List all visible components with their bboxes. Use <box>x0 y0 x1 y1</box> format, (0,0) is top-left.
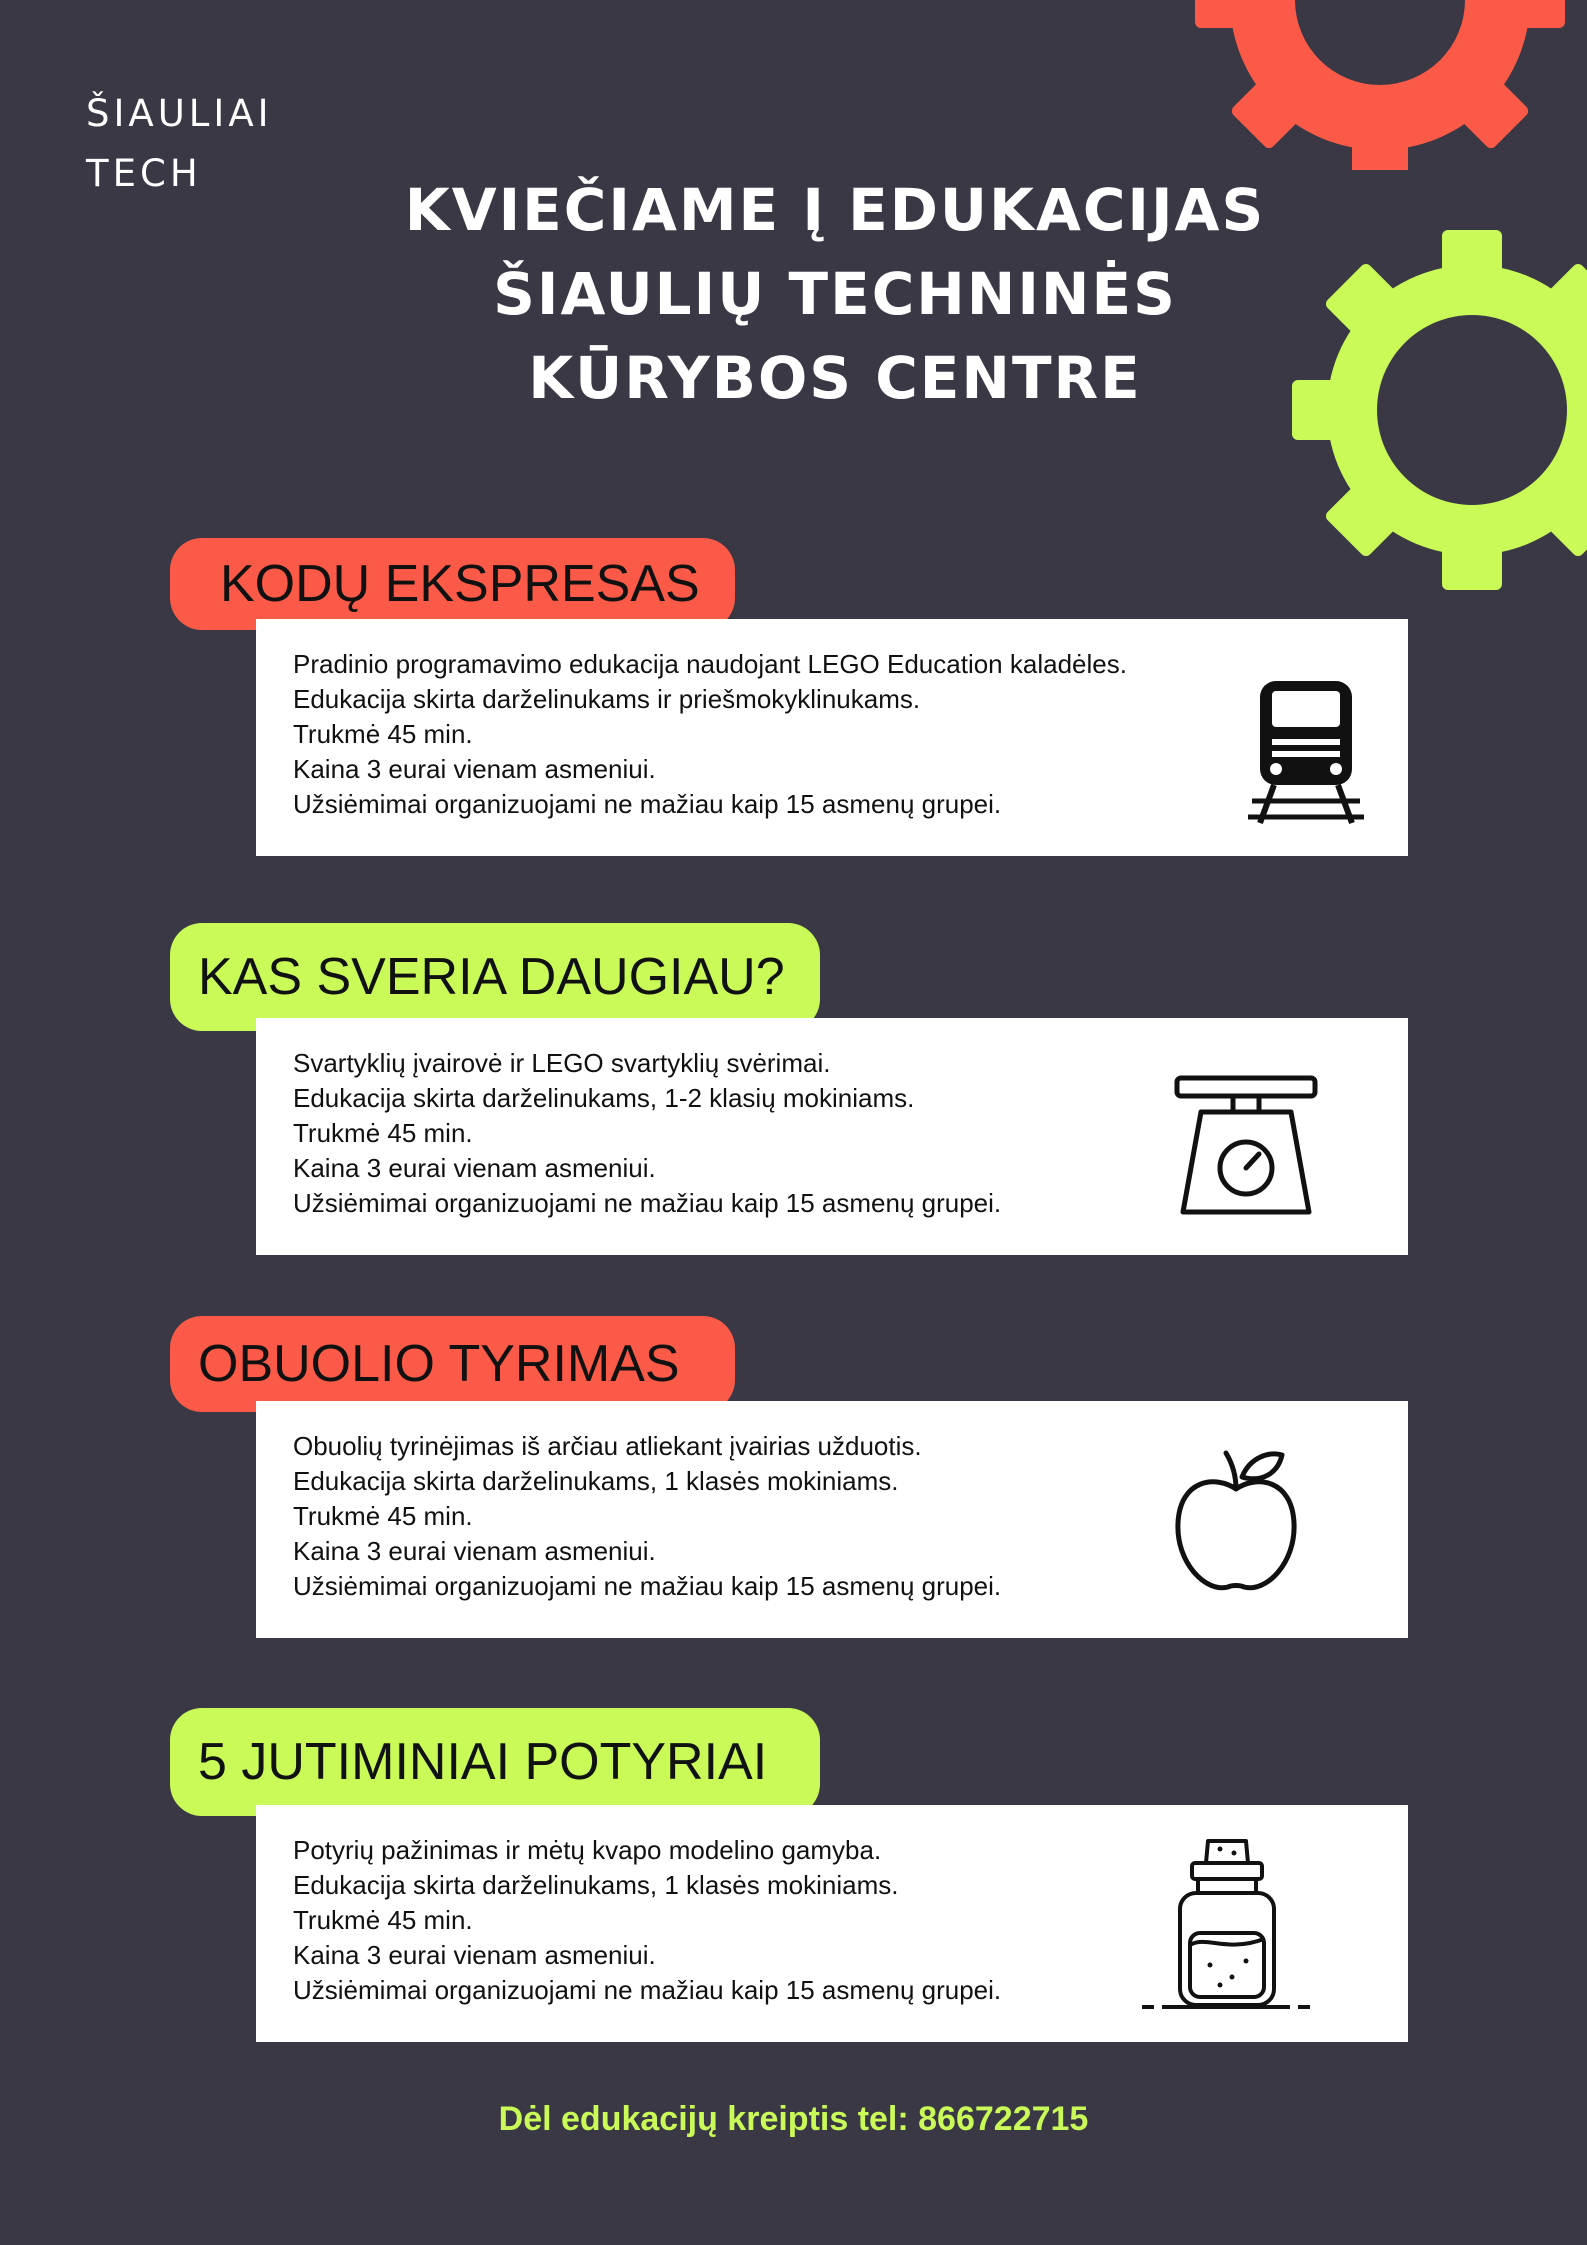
card-line: Potyrių pažinimas ir mėtų kvapo modelino gamyba. <box>293 1835 882 1865</box>
card-line: Edukacija skirta darželinukams, 1 klasės mokiniams. <box>293 1466 899 1496</box>
card-line: Edukacija skirta darželinukams, 1-2 klasių mokiniams. <box>293 1083 915 1113</box>
section-heading-label: KAS SVERIA DAUGIAU? <box>198 948 785 1006</box>
card-line: Užsiėmimai organizuojami ne mažiau kaip 15 asmenų grupei. <box>293 1188 1002 1218</box>
card-line: Kaina 3 eurai vienam asmeniui. <box>293 1536 656 1566</box>
card-line: Trukmė 45 min. <box>293 1905 473 1935</box>
card-text <box>293 1833 1001 2008</box>
section-heading-obuolio-tyrimas <box>170 1316 735 1412</box>
section-card <box>256 1018 1408 1255</box>
logo <box>86 84 273 204</box>
card-line: Trukmė 45 min. <box>293 719 473 749</box>
card-line: Kaina 3 eurai vienam asmeniui. <box>293 1940 656 1970</box>
card-line: Trukmė 45 min. <box>293 1118 473 1148</box>
section-heading-kodu-ekspresas <box>170 538 735 630</box>
apple-icon <box>1166 1445 1306 1595</box>
card-text <box>293 647 1127 822</box>
card-line: Pradinio programavimo edukacija naudojant LEGO Education kaladėles. <box>293 649 1127 679</box>
card-line: Edukacija skirta darželinukams, 1 klasės mokiniams. <box>293 1870 899 1900</box>
section-heading-label: KODŲ EKSPRESAS <box>220 555 700 613</box>
page-title <box>300 168 1370 420</box>
card-line: Užsiėmimai organizuojami ne mažiau kaip 15 asmenų grupei. <box>293 1571 1002 1601</box>
logo-line-2: TECH <box>86 152 202 195</box>
logo-line-1: ŠIAULIAI <box>86 92 273 135</box>
card-line: Svartyklių įvairovė ir LEGO svartyklių svėrimai. <box>293 1048 831 1078</box>
section-card <box>256 619 1408 856</box>
title-line-1: KVIEČIAME Į EDUKACIJAS <box>404 176 1266 244</box>
contact-footer: Dėl edukacijų kreiptis tel: 866722715 <box>498 2100 1089 2138</box>
jar-icon <box>1136 1835 1316 2025</box>
section-heading-kas-sveria-daugiau <box>170 923 820 1031</box>
section-heading-5-jutiminiai-potyriai <box>170 1708 820 1816</box>
card-line: Užsiėmimai organizuojami ne mažiau kaip 15 asmenų grupei. <box>293 1975 1002 2005</box>
card-text <box>293 1429 1001 1604</box>
section-heading-label: 5 JUTIMINIAI POTYRIAI <box>198 1733 768 1791</box>
section-card <box>256 1401 1408 1638</box>
train-icon <box>1246 677 1366 827</box>
card-line: Trukmė 45 min. <box>293 1501 473 1531</box>
section-heading-label: OBUOLIO TYRIMAS <box>198 1335 680 1393</box>
title-line-3: KŪRYBOS CENTRE <box>528 344 1142 412</box>
scale-icon <box>1171 1072 1321 1222</box>
card-line: Edukacija skirta darželinukams ir priešmokyklinukams. <box>293 684 921 714</box>
card-line: Kaina 3 eurai vienam asmeniui. <box>293 754 656 784</box>
card-line: Kaina 3 eurai vienam asmeniui. <box>293 1153 656 1183</box>
title-line-2: ŠIAULIŲ TECHNINĖS <box>493 260 1177 328</box>
section-card <box>256 1805 1408 2042</box>
card-line: Užsiėmimai organizuojami ne mažiau kaip 15 asmenų grupei. <box>293 789 1002 819</box>
card-line: Obuolių tyrinėjimas iš arčiau atliekant įvairias užduotis. <box>293 1431 922 1461</box>
card-text <box>293 1046 1001 1221</box>
red-gear-icon <box>1190 0 1570 170</box>
